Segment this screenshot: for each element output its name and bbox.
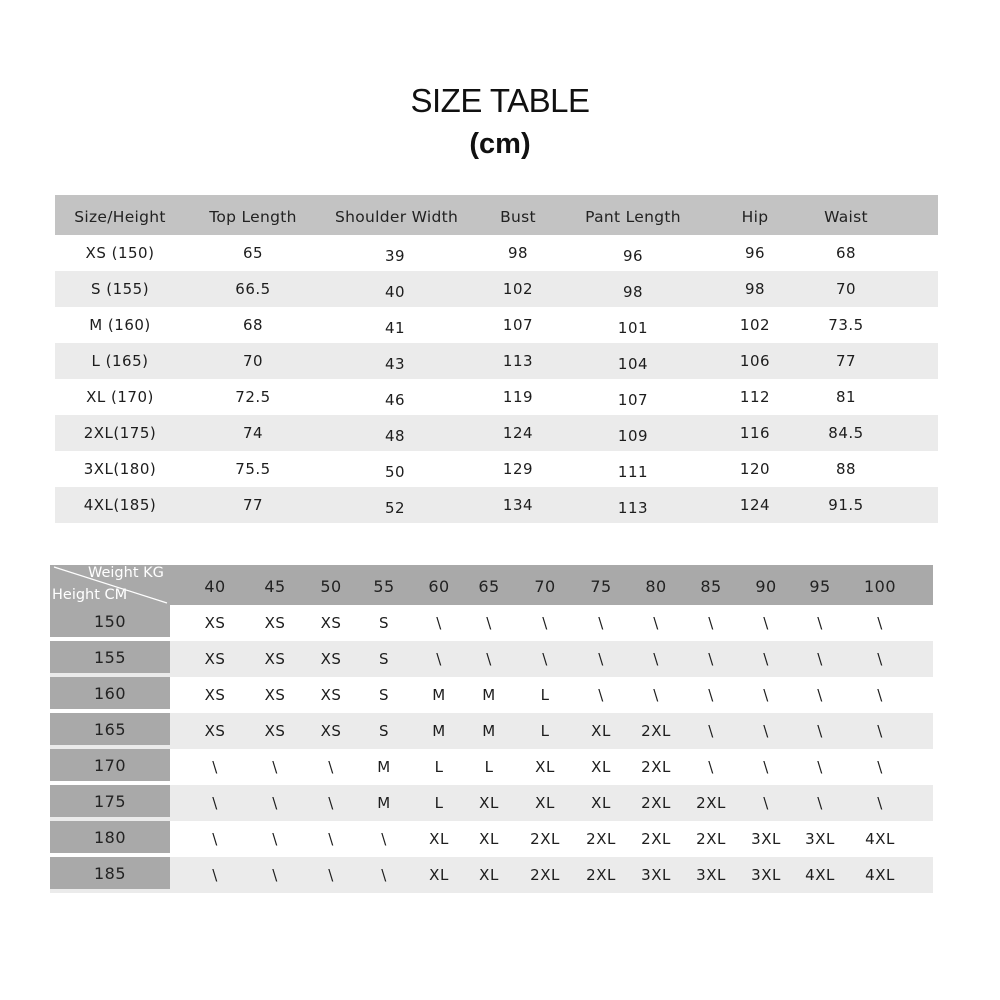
weight-header-cell: 100 bbox=[863, 577, 897, 596]
size-table-cell: 107 bbox=[617, 391, 649, 409]
size-chart-cell: \ bbox=[381, 830, 387, 848]
size-chart-cell: M bbox=[432, 686, 446, 704]
size-table-size-cell: M (160) bbox=[89, 316, 151, 334]
size-table-cell: 112 bbox=[739, 388, 771, 406]
size-chart-cell: XL bbox=[591, 794, 611, 812]
size-chart-cell: \ bbox=[212, 758, 218, 776]
size-table-cell: 124 bbox=[502, 424, 534, 442]
weight-header-cell: 75 bbox=[590, 577, 612, 596]
size-chart-cell: XL bbox=[535, 794, 555, 812]
size-chart-cell: \ bbox=[763, 614, 769, 632]
weight-header-cell: 95 bbox=[809, 577, 831, 596]
size-table-cell: 73.5 bbox=[828, 316, 864, 334]
size-chart-cell: XS bbox=[320, 614, 342, 632]
size-chart-cell: \ bbox=[817, 650, 823, 668]
size-chart-cell: 3XL bbox=[696, 866, 726, 884]
size-table-size-cell: L (165) bbox=[91, 352, 149, 370]
size-chart-cell: \ bbox=[212, 866, 218, 884]
size-table-header-cell: Pant Length bbox=[585, 208, 681, 226]
size-table-size-cell: XS (150) bbox=[85, 244, 155, 262]
size-table-cell: 77 bbox=[835, 352, 857, 370]
size-table-cell: 119 bbox=[502, 388, 534, 406]
size-chart-cell: \ bbox=[381, 866, 387, 884]
size-chart-cell: \ bbox=[598, 650, 604, 668]
size-chart-cell: 3XL bbox=[751, 830, 781, 848]
height-row-header: 185 bbox=[50, 857, 170, 889]
height-row-header: 165 bbox=[50, 713, 170, 745]
size-chart-cell: \ bbox=[272, 758, 278, 776]
weight-header-cell: 45 bbox=[264, 577, 286, 596]
size-chart-cell: \ bbox=[877, 722, 883, 740]
size-chart-cell: 2XL bbox=[586, 830, 616, 848]
size-chart-header bbox=[50, 565, 933, 605]
size-table-cell: 70 bbox=[242, 352, 264, 370]
size-table-cell: 91.5 bbox=[828, 496, 864, 514]
size-chart-cell: M bbox=[377, 758, 391, 776]
size-chart-cell: \ bbox=[328, 866, 334, 884]
size-table-header-row bbox=[55, 195, 938, 235]
weight-header-cell: 40 bbox=[204, 577, 226, 596]
size-chart-cell: 2XL bbox=[696, 830, 726, 848]
size-table-cell: 129 bbox=[502, 460, 534, 478]
size-table-cell: 107 bbox=[502, 316, 534, 334]
size-table-header-cell: Bust bbox=[500, 208, 536, 226]
size-table-cell: 124 bbox=[739, 496, 771, 514]
size-chart-cell: \ bbox=[763, 686, 769, 704]
size-table-cell: 48 bbox=[384, 427, 406, 445]
height-row-header: 155 bbox=[50, 641, 170, 673]
size-chart-cell: M bbox=[377, 794, 391, 812]
size-table-cell: 116 bbox=[739, 424, 771, 442]
size-table-cell: 109 bbox=[617, 427, 649, 445]
size-chart-cell: L bbox=[540, 722, 550, 740]
size-chart-cell: XL bbox=[479, 866, 499, 884]
size-measurement-table bbox=[55, 195, 938, 523]
size-chart-cell: XL bbox=[479, 794, 499, 812]
size-table-cell: 81 bbox=[835, 388, 857, 406]
size-table-header-cell: Size/Height bbox=[74, 208, 166, 226]
size-chart-corner bbox=[50, 565, 170, 605]
size-chart-cell: S bbox=[378, 650, 390, 668]
size-chart-cell: \ bbox=[763, 722, 769, 740]
size-chart-cell: \ bbox=[817, 794, 823, 812]
size-chart-cell: \ bbox=[708, 722, 714, 740]
size-chart-cell: \ bbox=[817, 722, 823, 740]
size-table-header-cell: Top Length bbox=[209, 208, 297, 226]
size-chart-cell: \ bbox=[653, 686, 659, 704]
size-table-row bbox=[55, 343, 938, 379]
size-chart-cell: 2XL bbox=[641, 758, 671, 776]
size-table-cell: 120 bbox=[739, 460, 771, 478]
size-chart-cell: XS bbox=[204, 722, 226, 740]
size-chart-cell: 3XL bbox=[805, 830, 835, 848]
size-chart-cell: M bbox=[432, 722, 446, 740]
size-table-cell: 46 bbox=[384, 391, 406, 409]
size-chart-cell: \ bbox=[877, 614, 883, 632]
size-chart-cell: \ bbox=[212, 830, 218, 848]
weight-header-cell: 90 bbox=[755, 577, 777, 596]
size-table-cell: 52 bbox=[384, 499, 406, 517]
size-table-cell: 106 bbox=[739, 352, 771, 370]
size-chart-cell: 3XL bbox=[751, 866, 781, 884]
size-chart-cell: \ bbox=[328, 758, 334, 776]
size-table-cell: 98 bbox=[744, 280, 766, 298]
size-chart-row bbox=[50, 677, 933, 713]
size-chart-cell: L bbox=[434, 758, 444, 776]
size-table-cell: 68 bbox=[835, 244, 857, 262]
size-chart-cell: S bbox=[378, 686, 390, 704]
size-table-cell: 102 bbox=[502, 280, 534, 298]
size-chart-cell: \ bbox=[598, 614, 604, 632]
size-chart-cell: \ bbox=[328, 830, 334, 848]
size-chart-cell: XS bbox=[204, 650, 226, 668]
size-chart-cell: \ bbox=[708, 614, 714, 632]
unit-label: (cm) bbox=[469, 128, 531, 160]
size-table-cell: 70 bbox=[835, 280, 857, 298]
size-chart-cell: \ bbox=[763, 650, 769, 668]
size-chart-cell: S bbox=[378, 614, 390, 632]
size-table-row bbox=[55, 307, 938, 343]
size-table-cell: 101 bbox=[617, 319, 649, 337]
size-chart-cell: \ bbox=[212, 794, 218, 812]
size-chart-cell: XS bbox=[320, 722, 342, 740]
size-chart-cell: \ bbox=[653, 614, 659, 632]
height-row-header: 150 bbox=[50, 605, 170, 637]
size-chart-cell: XL bbox=[429, 866, 449, 884]
size-table-size-cell: 3XL(180) bbox=[83, 460, 157, 478]
size-chart-cell: L bbox=[484, 758, 494, 776]
size-table-cell: 77 bbox=[242, 496, 264, 514]
size-chart-cell: \ bbox=[708, 758, 714, 776]
height-row-header: 160 bbox=[50, 677, 170, 709]
size-chart-cell: XS bbox=[264, 686, 286, 704]
size-chart-cell: \ bbox=[763, 794, 769, 812]
size-table-cell: 111 bbox=[617, 463, 649, 481]
page-title: SIZE TABLE bbox=[410, 82, 590, 119]
size-chart-row bbox=[50, 857, 933, 893]
size-chart-cell: \ bbox=[877, 686, 883, 704]
size-table-cell: 84.5 bbox=[828, 424, 864, 442]
size-table-cell: 72.5 bbox=[235, 388, 271, 406]
size-chart-cell: XS bbox=[264, 722, 286, 740]
size-chart-cell: \ bbox=[328, 794, 334, 812]
size-chart-cell: \ bbox=[486, 614, 492, 632]
size-chart-cell: XS bbox=[264, 614, 286, 632]
size-table-size-cell: 4XL(185) bbox=[83, 496, 157, 514]
height-row-header: 170 bbox=[50, 749, 170, 781]
size-chart-cell: \ bbox=[877, 758, 883, 776]
size-table-cell: 102 bbox=[739, 316, 771, 334]
size-table-header-cell: Hip bbox=[741, 208, 769, 226]
size-table-cell: 65 bbox=[242, 244, 264, 262]
size-chart-cell: \ bbox=[708, 686, 714, 704]
size-chart-cell: XS bbox=[320, 650, 342, 668]
weight-header-cell: 60 bbox=[428, 577, 450, 596]
height-row-header: 175 bbox=[50, 785, 170, 817]
size-table-cell: 98 bbox=[622, 283, 644, 301]
size-table-cell: 98 bbox=[507, 244, 529, 262]
size-table-size-cell: S (155) bbox=[90, 280, 150, 298]
size-chart-cell: \ bbox=[817, 686, 823, 704]
size-table-row bbox=[55, 415, 938, 451]
weight-axis-label: Weight KG bbox=[88, 565, 164, 581]
size-chart-cell: XS bbox=[204, 686, 226, 704]
size-chart-cell: \ bbox=[272, 830, 278, 848]
size-chart-cell: M bbox=[482, 722, 496, 740]
size-table-cell: 43 bbox=[384, 355, 406, 373]
size-chart-cell: \ bbox=[272, 866, 278, 884]
size-chart-cell: \ bbox=[542, 614, 548, 632]
size-chart-cell: XL bbox=[535, 758, 555, 776]
size-chart-row bbox=[50, 821, 933, 857]
size-table-cell: 40 bbox=[384, 283, 406, 301]
size-chart-cell: 4XL bbox=[805, 866, 835, 884]
size-chart-row bbox=[50, 605, 933, 641]
size-chart-cell: \ bbox=[817, 614, 823, 632]
size-chart-row bbox=[50, 713, 933, 749]
size-table-row bbox=[55, 487, 938, 523]
weight-header-cell: 85 bbox=[700, 577, 722, 596]
size-chart-cell: M bbox=[482, 686, 496, 704]
size-table-cell: 96 bbox=[622, 247, 644, 265]
weight-header-cell: 65 bbox=[478, 577, 500, 596]
size-chart-cell: L bbox=[434, 794, 444, 812]
size-chart-cell: \ bbox=[436, 650, 442, 668]
size-chart-cell: S bbox=[378, 722, 390, 740]
size-chart-cell: \ bbox=[272, 794, 278, 812]
size-table-size-cell: XL (170) bbox=[86, 388, 154, 406]
size-table-cell: 104 bbox=[617, 355, 649, 373]
size-table-cell: 74 bbox=[242, 424, 264, 442]
size-table-header-cell: Shoulder Width bbox=[335, 208, 459, 226]
size-chart-cell: \ bbox=[877, 650, 883, 668]
size-table-cell: 113 bbox=[502, 352, 534, 370]
size-table-cell: 50 bbox=[384, 463, 406, 481]
size-chart-cell: XS bbox=[264, 650, 286, 668]
size-chart-cell: 3XL bbox=[641, 866, 671, 884]
size-table-cell: 68 bbox=[242, 316, 264, 334]
size-chart-cell: XL bbox=[429, 830, 449, 848]
size-table-cell: 66.5 bbox=[235, 280, 271, 298]
size-chart-cell: 2XL bbox=[696, 794, 726, 812]
size-chart-cell: 2XL bbox=[641, 722, 671, 740]
size-chart-cell: XL bbox=[591, 722, 611, 740]
size-table-row bbox=[55, 235, 938, 271]
size-chart-cell: \ bbox=[598, 686, 604, 704]
size-chart-cell: \ bbox=[436, 614, 442, 632]
weight-header-cell: 55 bbox=[373, 577, 395, 596]
size-chart-cell: 2XL bbox=[586, 866, 616, 884]
size-table-row bbox=[55, 271, 938, 307]
size-chart-cell: 4XL bbox=[865, 830, 895, 848]
size-table-row bbox=[55, 379, 938, 415]
size-chart-cell: L bbox=[540, 686, 550, 704]
height-axis-label: Height CM bbox=[52, 587, 128, 603]
size-table-size-cell: 2XL(175) bbox=[83, 424, 157, 442]
size-chart-cell: \ bbox=[763, 758, 769, 776]
size-chart-cell: XL bbox=[479, 830, 499, 848]
size-table-cell: 134 bbox=[502, 496, 534, 514]
size-chart-cell: \ bbox=[877, 794, 883, 812]
size-chart-cell: \ bbox=[708, 650, 714, 668]
weight-header-cell: 80 bbox=[645, 577, 667, 596]
size-chart-cell: \ bbox=[817, 758, 823, 776]
size-chart-cell: XS bbox=[320, 686, 342, 704]
size-chart-cell: 2XL bbox=[530, 830, 560, 848]
size-table-cell: 96 bbox=[744, 244, 766, 262]
height-row-header: 180 bbox=[50, 821, 170, 853]
size-table-cell: 75.5 bbox=[235, 460, 271, 478]
weight-header-cell: 50 bbox=[320, 577, 342, 596]
size-chart-cell: XL bbox=[591, 758, 611, 776]
size-table-header-cell: Waist bbox=[824, 208, 868, 226]
size-chart-cell: 2XL bbox=[641, 830, 671, 848]
size-table-row bbox=[55, 451, 938, 487]
size-chart-cell: 2XL bbox=[641, 794, 671, 812]
size-chart-cell: 2XL bbox=[530, 866, 560, 884]
size-chart-row bbox=[50, 749, 933, 785]
size-chart-cell: \ bbox=[542, 650, 548, 668]
size-chart-cell: XS bbox=[204, 614, 226, 632]
size-chart-cell: 4XL bbox=[865, 866, 895, 884]
size-table-cell: 39 bbox=[384, 247, 406, 265]
size-chart-row bbox=[50, 785, 933, 821]
weight-header-cell: 70 bbox=[534, 577, 556, 596]
size-table-cell: 41 bbox=[384, 319, 406, 337]
size-chart-cell: \ bbox=[653, 650, 659, 668]
size-chart-cell: \ bbox=[486, 650, 492, 668]
size-table-cell: 113 bbox=[617, 499, 649, 517]
size-chart-row bbox=[50, 641, 933, 677]
size-table-cell: 88 bbox=[835, 460, 857, 478]
size-chart-table bbox=[50, 565, 933, 893]
